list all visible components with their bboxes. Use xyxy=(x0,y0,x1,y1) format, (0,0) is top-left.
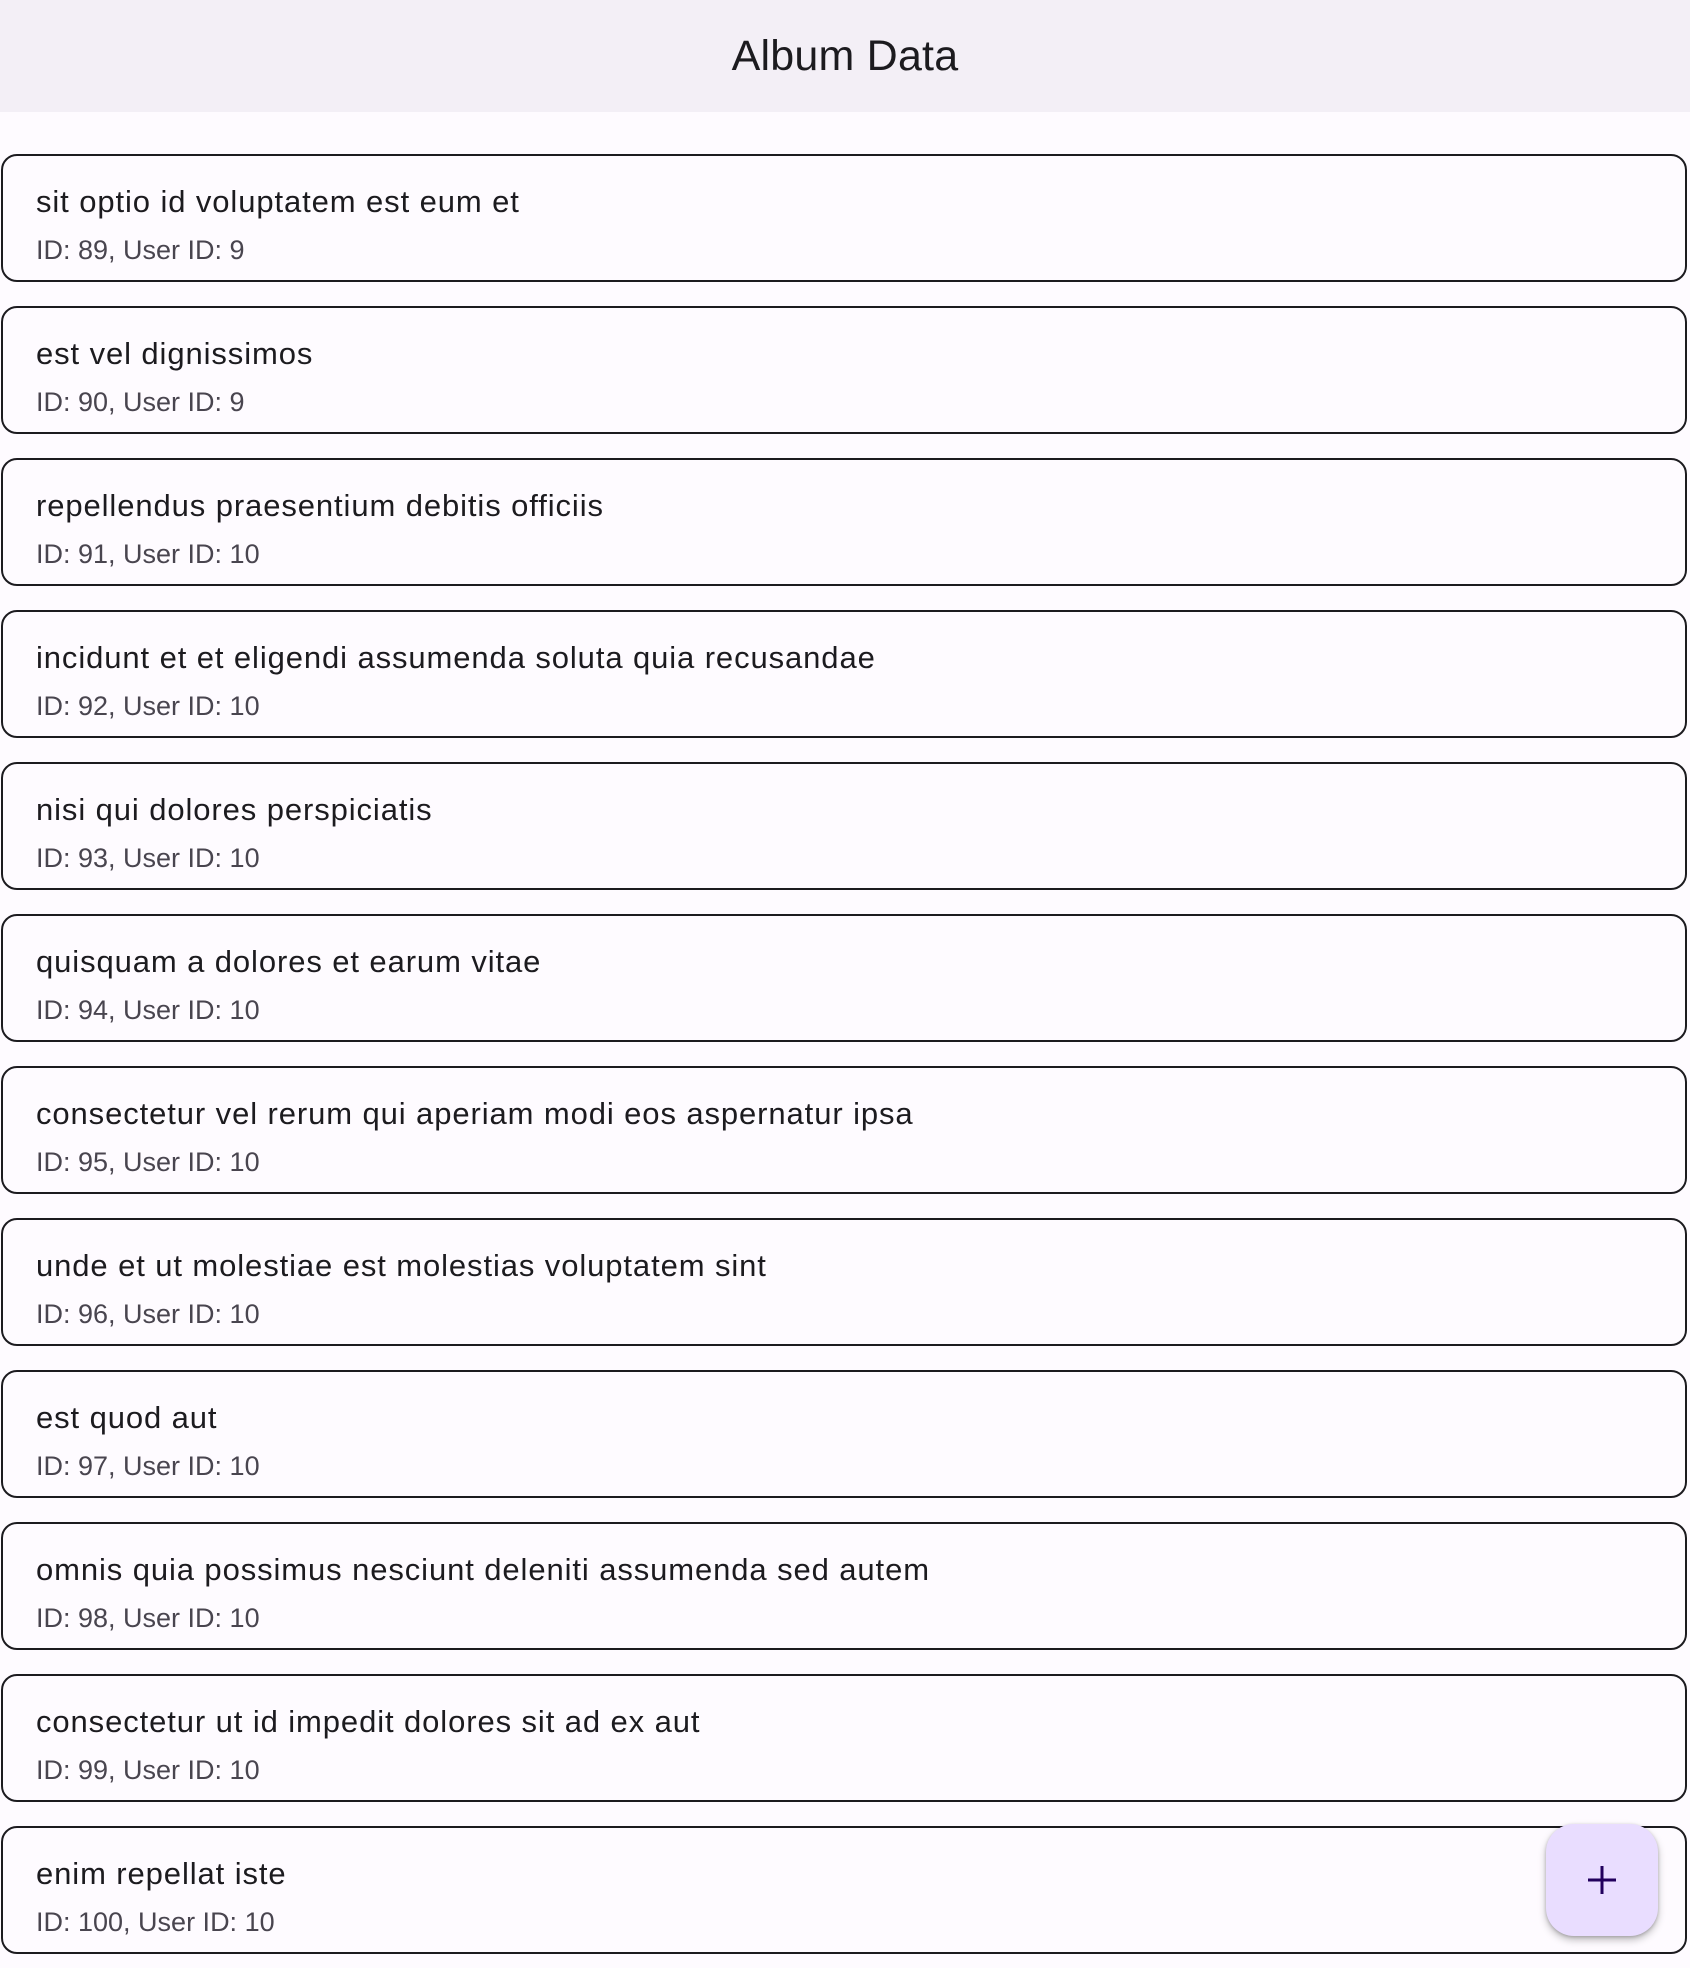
app-bar xyxy=(0,0,1690,112)
page-title: Album Data xyxy=(731,31,959,80)
list-item[interactable] xyxy=(1,914,1687,1042)
list-item[interactable] xyxy=(1,610,1687,738)
list-item[interactable] xyxy=(1,1066,1687,1194)
album-title: est quod aut xyxy=(36,1400,218,1435)
album-meta: ID: 93, User ID: 10 xyxy=(36,843,260,873)
list-item[interactable] xyxy=(1,306,1687,434)
album-title: sit optio id voluptatem est eum et xyxy=(36,184,520,219)
album-title: incidunt et et eligendi assumenda soluta quia recusandae xyxy=(36,640,876,675)
album-meta: ID: 89, User ID: 9 xyxy=(36,235,245,265)
album-meta: ID: 94, User ID: 10 xyxy=(36,995,260,1025)
album-title: enim repellat iste xyxy=(36,1856,287,1891)
list-item[interactable] xyxy=(1,762,1687,890)
album-title: consectetur ut id impedit dolores sit ad ex aut xyxy=(36,1704,701,1739)
add-album-button[interactable] xyxy=(1546,1824,1658,1936)
list-item[interactable] xyxy=(1,1826,1687,1954)
album-title: consectetur vel rerum qui aperiam modi eos aspernatur ipsa xyxy=(36,1096,914,1131)
list-item[interactable] xyxy=(1,154,1687,282)
album-meta: ID: 92, User ID: 10 xyxy=(36,691,260,721)
album-meta: ID: 95, User ID: 10 xyxy=(36,1147,260,1177)
album-meta: ID: 98, User ID: 10 xyxy=(36,1603,260,1633)
album-title: est vel dignissimos xyxy=(36,336,314,371)
album-title: omnis quia possimus nesciunt deleniti assumenda sed autem xyxy=(36,1552,930,1587)
list-item[interactable] xyxy=(1,458,1687,586)
album-meta: ID: 100, User ID: 10 xyxy=(36,1907,275,1937)
album-title: quisquam a dolores et earum vitae xyxy=(36,944,542,979)
album-meta: ID: 97, User ID: 10 xyxy=(36,1451,260,1481)
album-meta: ID: 99, User ID: 10 xyxy=(36,1755,260,1785)
album-meta: ID: 90, User ID: 9 xyxy=(36,387,245,417)
list-item[interactable] xyxy=(1,1522,1687,1650)
list-item[interactable] xyxy=(1,1370,1687,1498)
album-title: unde et ut molestiae est molestias voluptatem sint xyxy=(36,1248,767,1283)
list-item[interactable] xyxy=(1,1674,1687,1802)
plus-icon xyxy=(1585,1863,1619,1897)
list-item[interactable] xyxy=(1,1218,1687,1346)
album-meta: ID: 96, User ID: 10 xyxy=(36,1299,260,1329)
album-title: repellendus praesentium debitis officiis xyxy=(36,488,604,523)
album-title: nisi qui dolores perspiciatis xyxy=(36,792,433,827)
album-meta: ID: 91, User ID: 10 xyxy=(36,539,260,569)
